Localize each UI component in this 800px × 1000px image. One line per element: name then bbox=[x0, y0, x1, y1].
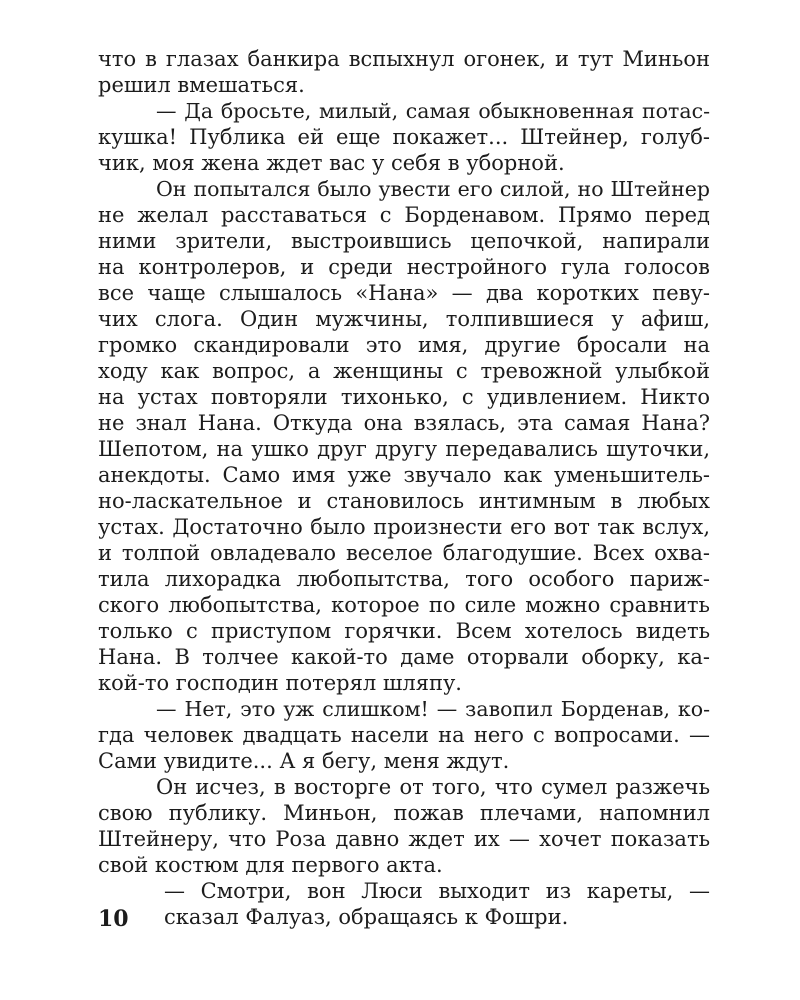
text-line: громко скандировали это имя, другие бросали на bbox=[98, 333, 710, 357]
text-line: свой костюм для первого акта. bbox=[98, 853, 443, 877]
text-line: ходу как вопрос, а женщины с тревожной улыбкой bbox=[98, 359, 710, 383]
text-line: гда человек двадцать насели на него с вопросами. — bbox=[98, 723, 710, 747]
text-line: ского любопытства, которое по силе можно сравнить bbox=[98, 593, 710, 617]
text-line: чих слога. Один мужчины, толпившиеся у афиш, bbox=[98, 307, 710, 331]
text-line: — Нет, это уж слишком! — завопил Борденав, ко- bbox=[156, 697, 710, 721]
text-line: что в глазах банкира вспыхнул огонек, и тут Миньон bbox=[98, 47, 710, 71]
text-line: чик, моя жена ждет вас у себя в уборной. bbox=[98, 151, 565, 175]
text-line: тила лихорадка любопытства, того особого париж- bbox=[98, 567, 710, 591]
text-line: не знал Нана. Откуда она взялась, эта самая Нана? bbox=[98, 411, 710, 435]
text-line: ними зрители, выстроившись цепочкой, напирали bbox=[98, 229, 710, 253]
text-line: — Да бросьте, милый, самая обыкновенная потас- bbox=[156, 99, 710, 123]
text-line: все чаще слышалось «Нана» — два коротких певу- bbox=[98, 281, 710, 305]
text-line: — Смотри, вон Люси выходит из кареты, — bbox=[164, 879, 710, 903]
text-line: Штейнеру, что Роза давно ждет их — хочет показать bbox=[98, 827, 710, 851]
text-line: на устах повторяли тихонько, с удивлением. Никто bbox=[98, 385, 710, 409]
body-text bbox=[98, 46, 710, 930]
text-line: Он попытался было увести его силой, но Штейнер bbox=[156, 177, 710, 201]
text-line: Нана. В толчее какой-то даме оторвали оборку, ка- bbox=[98, 645, 710, 669]
page-number: 10 bbox=[98, 906, 129, 932]
text-line: Шепотом, на ушко друг другу передавались шуточки, bbox=[98, 437, 710, 461]
text-line: но-ласкательное и становилось интимным в любых bbox=[98, 489, 710, 513]
text-line: устах. Достаточно было произнести его вот так вслух, bbox=[98, 515, 710, 539]
text-line: Он исчез, в восторге от того, что сумел разжечь bbox=[156, 775, 710, 799]
text-line: сказал Фалуаз, обращаясь к Фошри. bbox=[164, 905, 569, 929]
text-line: Сами увидите... А я бегу, меня ждут. bbox=[98, 749, 510, 773]
text-line: свою публику. Миньон, пожав плечами, напомнил bbox=[98, 801, 710, 825]
text-line: не желал расставаться с Борденавом. Прямо перед bbox=[98, 203, 710, 227]
text-line: решил вмешаться. bbox=[98, 73, 305, 97]
text-line: на контролеров, и среди нестройного гула голосов bbox=[98, 255, 710, 279]
text-line: и толпой овладевало веселое благодушие. Всех охва- bbox=[98, 541, 710, 565]
text-line: только с приступом горячки. Всем хотелось видеть bbox=[98, 619, 710, 643]
text-line: кой-то господин потерял шляпу. bbox=[98, 671, 462, 695]
text-line: анекдоты. Само имя уже звучало как уменьшитель- bbox=[98, 463, 710, 487]
text-line: кушка! Публика ей еще покажет... Штейнер, голуб- bbox=[98, 125, 710, 149]
